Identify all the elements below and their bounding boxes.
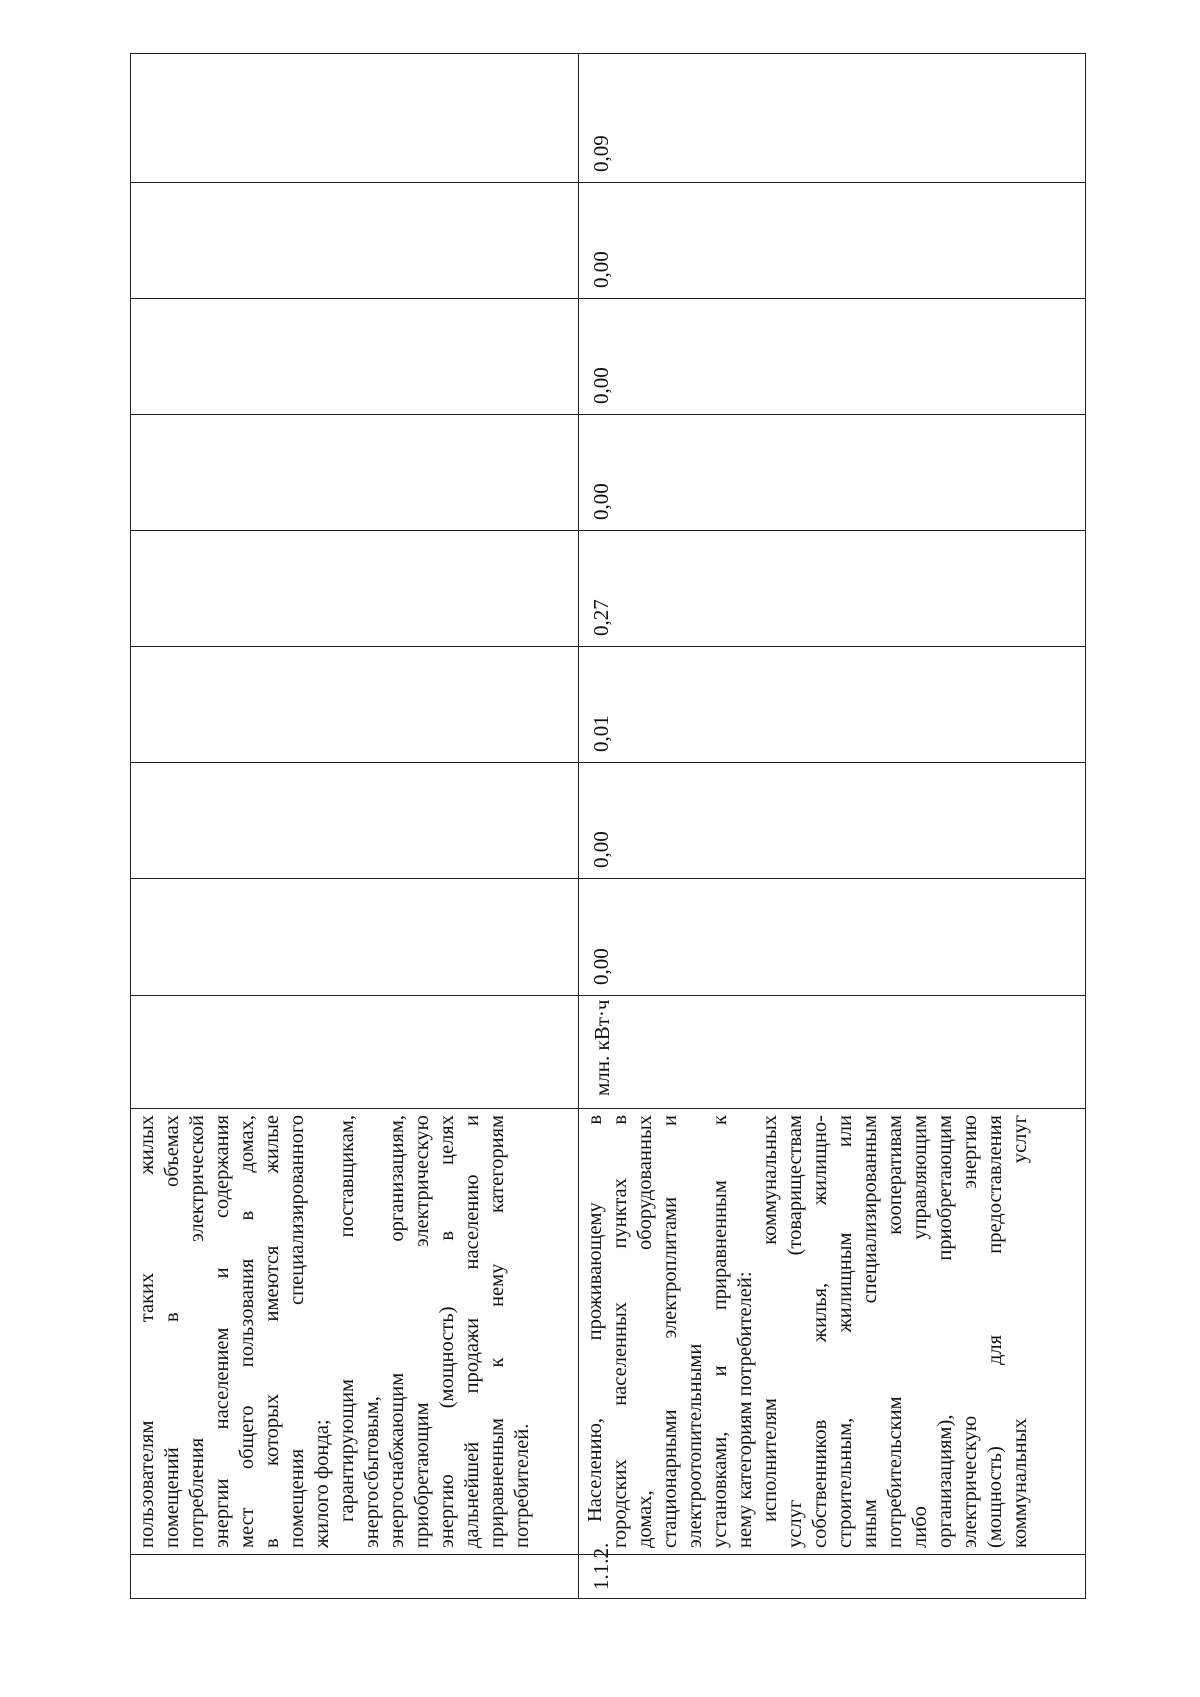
value: 0,00 xyxy=(589,831,613,868)
value-cell xyxy=(131,763,579,879)
value: 0,00 xyxy=(589,483,613,520)
text-line: гарантирующим поставщикам, xyxy=(336,1115,358,1522)
value xyxy=(131,647,141,762)
text-line: мест общего пользования в домах, xyxy=(236,1115,258,1548)
value xyxy=(131,299,141,414)
text-line: электрическую энергию xyxy=(959,1115,981,1548)
value-cell xyxy=(131,415,579,531)
text-line: энергосбытовым, xyxy=(361,1396,383,1548)
text-line: потребителей. xyxy=(511,1423,533,1548)
value-cell xyxy=(579,54,1086,183)
value: 0,00 xyxy=(589,367,613,404)
text-line: помещений в объемах xyxy=(161,1115,183,1548)
value-cell xyxy=(131,647,579,763)
value-cell xyxy=(131,183,579,299)
rotated-table-container xyxy=(130,82,1085,1599)
text-line: приобретающим электрическую xyxy=(411,1115,433,1548)
value: 0,27 xyxy=(589,599,613,636)
text-line: потребления электрической xyxy=(186,1115,208,1548)
value xyxy=(131,183,141,298)
text-line: пользователям таких жилых xyxy=(136,1115,158,1548)
value xyxy=(131,879,141,995)
text-line: установками, и приравненным к xyxy=(709,1115,731,1548)
text-line: иным специализированным xyxy=(859,1115,881,1548)
value xyxy=(131,531,141,646)
unit-label xyxy=(131,996,141,1108)
unit-cell xyxy=(131,996,579,1109)
text-line: либо управляющим xyxy=(909,1115,931,1548)
value xyxy=(131,763,141,878)
text-line: строительным, жилищным или xyxy=(834,1115,856,1548)
value-cell xyxy=(579,879,1086,996)
text-line: энергии населением и содержания xyxy=(211,1115,233,1548)
text-line: помещения специализированного xyxy=(286,1115,308,1548)
text-line: энергию (мощность) в целях xyxy=(436,1115,458,1548)
text-line: исполнителям коммунальных xyxy=(759,1115,781,1522)
value-cell xyxy=(579,647,1086,763)
value-cell xyxy=(579,299,1086,415)
tariff-volume-table xyxy=(130,53,1086,1599)
unit-label: млн. кВт·ч xyxy=(590,999,614,1096)
text-line: электроотопительными xyxy=(684,1343,706,1548)
text-line: энергоснабжающим организациям, xyxy=(386,1115,408,1548)
value-cell xyxy=(131,879,579,996)
row-number xyxy=(131,1555,141,1598)
text-line: жилого фонда; xyxy=(311,1419,333,1548)
value-cell xyxy=(579,531,1086,647)
text-line: в которых имеются жилые xyxy=(261,1115,283,1548)
text-line: приравненным к нему категориям xyxy=(486,1115,508,1548)
value-cell xyxy=(579,763,1086,879)
consumer-category-text xyxy=(131,1109,535,1554)
text-line: стационарными электроплитами и xyxy=(659,1115,681,1548)
text-line: собственников жилья, жилищно- xyxy=(809,1115,831,1548)
text-line: городских населенных пунктах в xyxy=(609,1115,631,1548)
table-row xyxy=(131,54,579,1599)
consumer-category-text xyxy=(579,1109,1033,1554)
text-line: домах, оборудованных xyxy=(634,1115,656,1548)
consumer-category-cell xyxy=(131,1109,579,1555)
value-cell xyxy=(131,299,579,415)
value xyxy=(131,415,141,530)
consumer-category-cell xyxy=(579,1109,1086,1555)
unit-cell xyxy=(579,996,1086,1109)
text-line: потребительским кооперативам xyxy=(884,1115,906,1548)
text-line: дальнейшей продажи населению и xyxy=(461,1115,483,1548)
value-cell xyxy=(579,415,1086,531)
row-number-cell xyxy=(579,1542,1086,1599)
value xyxy=(131,54,141,182)
text-line: организациям), приобретающим xyxy=(934,1115,956,1548)
text-line: Населению, проживающему в xyxy=(584,1115,606,1522)
value: 0,00 xyxy=(589,948,613,985)
row-number: 1.1.2. xyxy=(589,1542,613,1590)
text-line: (мощность) для предоставления xyxy=(984,1115,1006,1548)
text-line: коммунальных услуг xyxy=(1009,1115,1031,1548)
table-row xyxy=(579,54,1086,1599)
value: 0,09 xyxy=(589,135,613,172)
value-cell xyxy=(131,54,579,183)
text-line: услуг (товариществам xyxy=(784,1115,806,1548)
value: 0,00 xyxy=(589,251,613,288)
value: 0,01 xyxy=(589,715,613,752)
value-cell xyxy=(131,531,579,647)
row-number-cell xyxy=(131,1555,579,1599)
text-line: нему категориям потребителей: xyxy=(734,1271,756,1548)
value-cell xyxy=(579,183,1086,299)
